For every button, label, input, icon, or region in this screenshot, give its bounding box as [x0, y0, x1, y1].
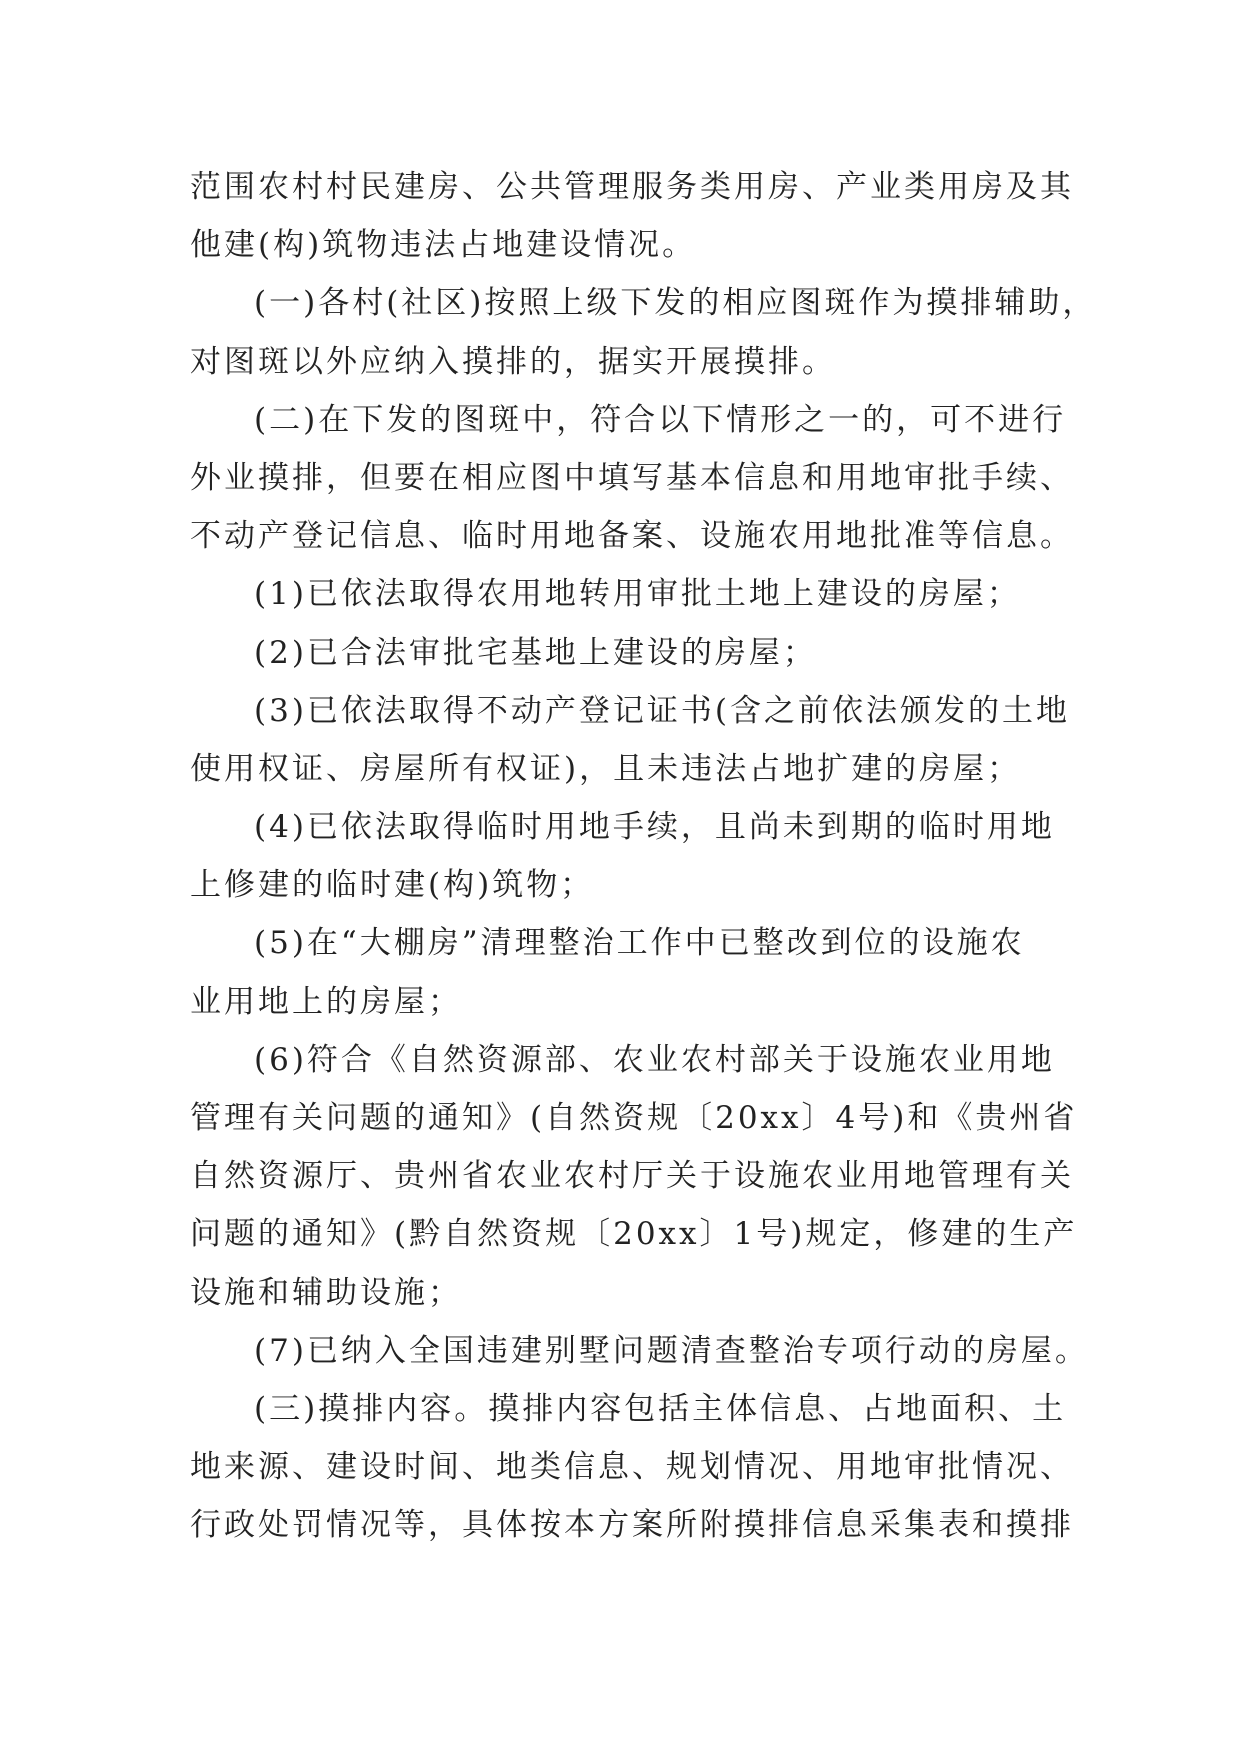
- text-line: 地来源、建设时间、地类信息、规划情况、用地审批情况、: [190, 1449, 1074, 1486]
- text-line: 问题的通知》(黔自然资规〔20xx〕1号)规定，修建的生产: [190, 1216, 1078, 1253]
- text-line: 他建(构)筑物违法占地建设情况。: [190, 227, 697, 264]
- text-line: (7)已纳入全国违建别墅问题清查整治专项行动的房屋。: [254, 1332, 1089, 1369]
- text-line: 业用地上的房屋；: [190, 983, 462, 1020]
- text-line: (一)各村(社区)按照上级下发的相应图斑作为摸排辅助，: [254, 285, 1097, 322]
- text-line: (二)在下发的图斑中，符合以下情形之一的，可不进行: [254, 401, 1067, 438]
- text-line: 不动产登记信息、临时用地备案、设施农用地批准等信息。: [190, 518, 1074, 555]
- text-line: 对图斑以外应纳入摸排的，据实开展摸排。: [190, 343, 836, 380]
- text-line: (4)已依法取得临时用地手续，且尚未到期的临时用地: [254, 809, 1055, 846]
- text-line: (三)摸排内容。摸排内容包括主体信息、占地面积、土: [254, 1390, 1067, 1427]
- text-line: 外业摸排，但要在相应图中填写基本信息和用地审批手续、: [190, 459, 1074, 496]
- document-body: [190, 158, 1097, 1555]
- text-line: 行政处罚情况等，具体按本方案所附摸排信息采集表和摸排: [190, 1507, 1074, 1544]
- text-line: 管理有关问题的通知》(自然资规〔20xx〕4号)和《贵州省: [190, 1100, 1078, 1136]
- text-line: 范围农村村民建房、公共管理服务类用房、产业类用房及其: [190, 169, 1074, 205]
- text-line: 上修建的临时建(构)筑物；: [190, 867, 595, 904]
- text-line: (2)已合法审批宅基地上建设的房屋；: [254, 634, 817, 671]
- text-line: (1)已依法取得农用地转用审批土地上建设的房屋；: [254, 576, 1021, 613]
- text-line: (5)在“大棚房”清理整治工作中已整改到位的设施农: [254, 925, 1025, 962]
- text-line: (6)符合《自然资源部、农业农村部关于设施农业用地: [254, 1041, 1055, 1078]
- text-line: (3)已依法取得不动产登记证书(含之前依法颁发的土地: [254, 692, 1071, 729]
- text-line: 设施和辅助设施；: [190, 1274, 462, 1311]
- text-line: 自然资源厅、贵州省农业农村厅关于设施农业用地管理有关: [190, 1158, 1074, 1195]
- text-line: 使用权证、房屋所有权证)，且未违法占地扩建的房屋；: [190, 750, 1022, 787]
